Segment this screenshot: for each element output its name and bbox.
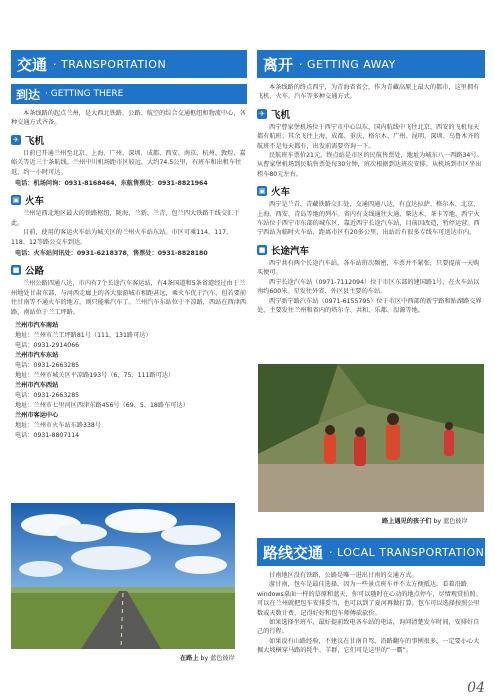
departure-intro: 本条线路的终点西宁，为青海省省会，作为青藏高原上最大的都市，这里拥有飞机、火车、汽车等多种交通方式。 bbox=[257, 84, 480, 101]
children-photo-caption-title: 路上遇见的孩子们 bbox=[382, 518, 432, 525]
page-number: 04 bbox=[467, 680, 485, 696]
departure-flight-text2: 民航班车票价21元，终点站是市区的民航售票处，地址为城东八一西路34号。从曹家堡机场到民航售票处每30分钟，班次根据到达班次安排。从机场到市区坐出租车80元左右。 bbox=[257, 152, 483, 178]
station-line: 地址：兰州市兰工坪路81号（111、131路可达） bbox=[15, 332, 152, 340]
station-line: 地址：兰州市火车站东路338号 bbox=[15, 422, 102, 430]
station-line: 地址：兰州市七里河区西津东路456号（69、5、18路车可达） bbox=[15, 402, 189, 410]
arrival-flight-phone: 电话：机场问询：0931-8168464，东航售票处：0931-8821964 bbox=[15, 180, 208, 188]
departure-train-heading bbox=[257, 184, 485, 198]
arrival-road-text: 兰州公路四通八达，市内有7个长途汽车客运站，有4条国道和5条省道经过由于兰州地处甘肃东部，与河西走廊上的各大旅游城市相距甚远，乘火车优于汽车，但若要前往甘南等不通火车的地方，则只能乘汽车了。兰州汽车东站位于平凉路，西站在西津西路，南站位于兰工坪路。 bbox=[11, 280, 247, 316]
local-p4: 如果没有山路经验，不建议在甘南自驾，沿路翻车的事例很多，一定要小心大掘大坡横穿马路的牦牛、羊群，它们可是这里的“一霸”。 bbox=[257, 637, 480, 655]
arrival-train-text2: 目前，使用的客运火车站为城关区的兰州火车站东站。市区可乘114、117、118、12等路公交车到达。 bbox=[11, 229, 233, 246]
train-icon: ▣ bbox=[12, 196, 20, 205]
transport-title-zh: 交通 bbox=[17, 55, 48, 74]
arrival-banner bbox=[11, 84, 247, 104]
children-photo-caption-by: by 蓝色彼岸 bbox=[433, 518, 468, 525]
station-name: 兰州市汽车南站 bbox=[15, 322, 59, 330]
local-p1: 甘南地区没有铁路，公路是唯一进出甘南的交通方式。 bbox=[269, 572, 418, 579]
station-name: 兰州市客运中心 bbox=[15, 412, 59, 420]
station-line: 电话：0931-8807114 bbox=[15, 432, 80, 440]
children-photo-image bbox=[258, 364, 484, 512]
arrival-train-phone: 电话：火车站问讯处：0931-6218378，售票处：0931-8828180 bbox=[15, 250, 208, 258]
station-line: 地址：兰州市城关区平凉路193号（6、75、111路可达） bbox=[15, 372, 175, 380]
arrival-flight-text: 目前已开通兰州至北京、上海、广州、深圳、成都、西安、南京、杭州、敦煌、嘉峪关等近三十条航线。兰州中川机场距市区较远，大约74.5公里，有班车和出租车往返，约一小时可达。 bbox=[11, 149, 246, 176]
local-section bbox=[257, 538, 485, 656]
local-banner bbox=[257, 538, 485, 566]
right-column bbox=[257, 50, 485, 315]
arrival-train-title: 火车 bbox=[25, 196, 45, 208]
arrival-road-title: 公路 bbox=[25, 266, 45, 278]
station-line: 电话：0931-2663285 bbox=[15, 392, 80, 400]
road-photo-caption-by: by 蓝色彼岸 bbox=[200, 655, 235, 662]
arrival-road-heading bbox=[11, 263, 247, 277]
departure-train-text: 西宁是兰青、青藏铁路交汇处，交通四通八达，有直达拉萨、格尔木、北京、上海、西安、青岛等地的列车。省内有支线通往大通、柴达木、茶卡等地。西宁火车站位于西宁市东部的城东区，靠近西宁长途汽车站，目前因改造，暂停运营。西宁西站为临时火车站，距离市区有20多公里，出站后有很多专线车可送达市内。 bbox=[257, 201, 480, 237]
arrival-train-heading bbox=[11, 193, 247, 207]
station-list bbox=[11, 321, 247, 441]
road-photo-image bbox=[11, 503, 235, 649]
plane-icon: ✈ bbox=[257, 109, 267, 119]
departure-bus-text3: 西宁新宁路汽车站（0971-6155795）位于市区中西部的新宁路和贴湖路交界处，主要发往兰州和省内的塔尔寺、共和、乐都、湟源等地。 bbox=[257, 297, 482, 314]
station-line: 电话：0931-2663285 bbox=[15, 362, 80, 370]
departure-banner bbox=[257, 50, 485, 78]
local-title-en: · LOCAL TRANSPORTATION bbox=[329, 545, 485, 559]
arrival-train-text1: 兰州是西北地区最大的铁路枢纽，陇海、兰新、兰青、包兰四大铁路干线交汇于此。 bbox=[11, 210, 240, 227]
children-photo bbox=[258, 364, 484, 512]
left-column bbox=[11, 50, 247, 441]
departure-bus-text1: 西宁共有两个长途汽车站。各车站班次频密，车票并不紧张，只要提前一天购买便可。 bbox=[257, 259, 480, 277]
transport-banner bbox=[11, 50, 247, 78]
road-photo-caption bbox=[180, 653, 235, 662]
bus-icon: ■ bbox=[258, 245, 266, 254]
departure-title-en: · GETTING AWAY bbox=[299, 57, 396, 71]
local-p3: 如果选择坐班车，最好提前致电各车站的电话，询问清楚发车时间，安排好自己的行程。 bbox=[257, 619, 480, 636]
road-photo-caption-title: 在路上 bbox=[180, 655, 199, 662]
arrival-title-zh: 到达 bbox=[16, 87, 41, 102]
departure-flight-text1: 西宁曹家堡机场位于西宁市中心以东，国内航线中飞往北京、西安的飞机每天都有航班；其余飞往上海、成都、重庆、格尔木、广州、昆明、深圳、乌鲁木齐的航班不是每天都有，出发前需要咨询一下。 bbox=[257, 123, 480, 150]
departure-bus-title: 长途汽车 bbox=[271, 245, 310, 257]
departure-bus-heading bbox=[257, 243, 485, 257]
station-line: 电话：0931-2914066 bbox=[15, 342, 80, 350]
road-photo bbox=[11, 503, 235, 649]
departure-bus-text2: 西宁长途汽车站（0971-7112094）位于市区东部的建国路1号，在火车站以南约600米。星发往外省、外区县主要的车站。 bbox=[257, 278, 480, 296]
departure-flight-title: 飞机 bbox=[271, 109, 291, 121]
bus-icon: ■ bbox=[12, 266, 20, 275]
station-name: 兰州市汽车西站 bbox=[15, 382, 59, 390]
children-photo-caption bbox=[382, 516, 468, 525]
departure-title-zh: 离开 bbox=[263, 55, 294, 74]
train-icon: ▣ bbox=[258, 187, 266, 196]
departure-flight-heading bbox=[257, 107, 485, 121]
arrival-flight-heading bbox=[11, 133, 247, 147]
local-title-zh: 路线交通 bbox=[263, 543, 324, 562]
station-name: 兰州市汽车东站 bbox=[15, 352, 59, 360]
departure-train-title: 火车 bbox=[271, 187, 291, 199]
local-p2: 游甘南，包车是最佳选择，因为一些景点班车并不太方便抵达。看着沿路windows桌面一样的草原和蓝天，你可以随时在心动的地点停车，尽情观赏拍照。可以在兰州就把包车安排妥当，也可以到了夏河再做打算。包车可以选择按照公里数或天数计费，记得好好和包车师傅砍砍价。 bbox=[257, 581, 482, 617]
arrival-title-en: · GETTING THERE bbox=[45, 89, 124, 99]
arrival-flight-title: 飞机 bbox=[25, 135, 45, 147]
arrival-intro: 本条线路的起点兰州，是大西北铁路、公路、航空的综合交通枢纽和物流中心，各种交通方式齐备。 bbox=[11, 110, 246, 127]
transport-title-en: · TRANSPORTATION bbox=[53, 57, 167, 71]
plane-icon: ✈ bbox=[11, 135, 21, 145]
